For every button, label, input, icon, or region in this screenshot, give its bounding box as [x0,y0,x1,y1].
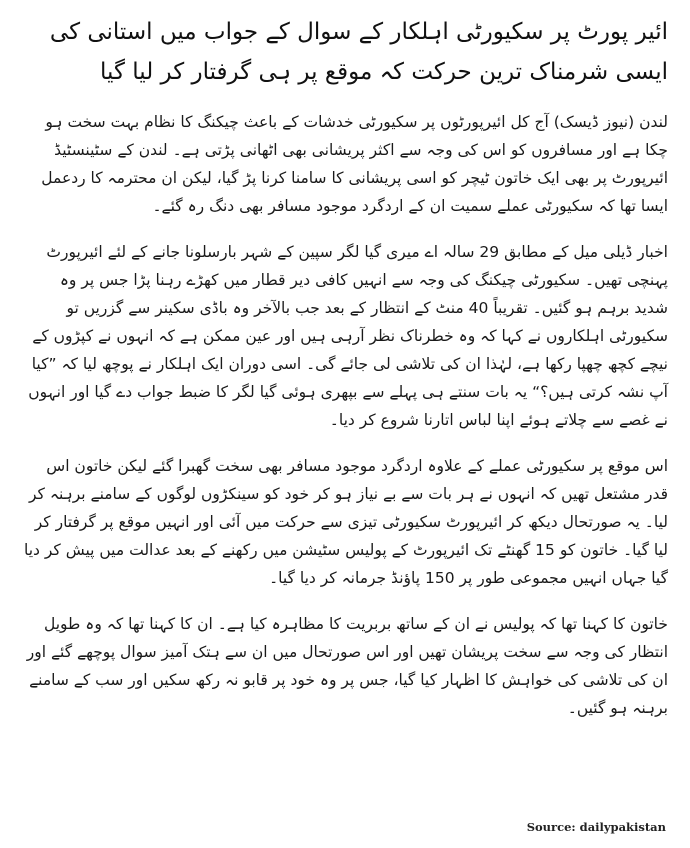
article-paragraph-3: اس موقع پر سکیورٹی عملے کے علاوہ اردگرد موجود مسافر بھی سخت گھبرا گئے لیکن خاتون اس قدر مشتعل تھیں کہ انہوں نے ہر بات سے بے نیاز ہو کر خود کو سینکڑوں لوگوں کے سامنے برہنہ کر لیا۔ یہ صورتحال دیکھ کر ائیرپورٹ سکیورٹی تیزی سے حرکت میں آئی اور انہیں موقع پر گرفتار کر لیا گیا۔ خاتون کو 15 گھنٹے تک ائیرپورٹ کے پولیس سٹیشن میں رکھنے کے بعد عدالت میں پیش کر دیا گیا جہاں انہیں مجموعی طور پر 150 پاﺅنڈ جرمانہ کر دیا گیا۔ [23,457,668,587]
article-headline: ائیر پورٹ پر سکیورٹی اہلکار کے سوال کے جواب میں استانی کی ایسی شرمناک ترین حرکت کہ موقع پر ہی گرفتار کر لیا گیا [49,19,668,85]
article [22,12,668,740]
article-paragraph-1: لندن (نیوز ڈیسک) آج کل ائیرپورٹوں پر سکیورٹی خدشات کے باعث چیکنگ کا نظام بہت سخت ہو چکا ہے اور مسافروں کو اس کی وجہ سے اکثر پریشانی بھی اٹھانی پڑتی ہے۔ لندن کے سٹینسٹیڈ ائیرپورٹ پر بھی ایک خاتون ٹیچر کو اسی پریشانی کا سامنا کرنا پڑ گیا، لیکن ان محترمہ کا ردعمل ایسا تھا کہ سکیورٹی عملے سمیت ان کے اردگرد موجود مسافر بھی دنگ رہ گئے۔ [41,113,668,215]
article-paragraph-2: اخبار ڈیلی میل کے مطابق 29 سالہ اے میری گیا لگر سپین کے شہر بارسلونا جانے کے لئے ائیرپورٹ پہنچی تھیں۔ سکیورٹی چیکنگ کی وجہ سے انہیں کافی دیر قطار میں کھڑے رہنا پڑا جس پر وہ شدید برہم ہو گئیں۔ تقریباً 40 منٹ کے انتظار کے بعد جب بالآخر وہ باڈی سکینر سے گزریں تو سکیورٹی اہلکاروں نے کہا کہ وہ خطرناک نظر آرہی ہیں اور عین ممکن ہے کہ انہوں نے کپڑوں کے نیچے کچھ چھپا رکھا ہے، لہٰذا ان کی تلاشی لی جائے گی۔ اسی دوران ایک اہلکار نے پوچھ لیا کہ ”کیا آپ نشہ کرتی ہیں؟“ یہ بات سنتے ہی پہلے سے بپھری ہوئی گیا لگر کا ضبط جواب دے گیا اور انہوں نے غصے سے چلاتے ہوئے اپنا لباس اتارنا شروع کر دیا۔ [28,243,668,429]
article-paragraph-4: خاتون کا کہنا تھا کہ پولیس نے ان کے ساتھ بربریت کا مظاہرہ کیا ہے۔ ان کا کہنا تھا کہ وہ طویل انتظار کی وجہ سے سخت پریشان تھیں اور اس صورتحال میں ان سے ہتک آمیز سوال پوچھے گئے اور ان کی تلاشی کی خواہش کا اظہار کیا گیا، جس پر وہ خود پر قابو نہ رکھ سکیں اور سب کے سامنے برہنہ ہو گئیں۔ [26,615,668,717]
source-credit: Source: dailypakistan [526,820,666,834]
